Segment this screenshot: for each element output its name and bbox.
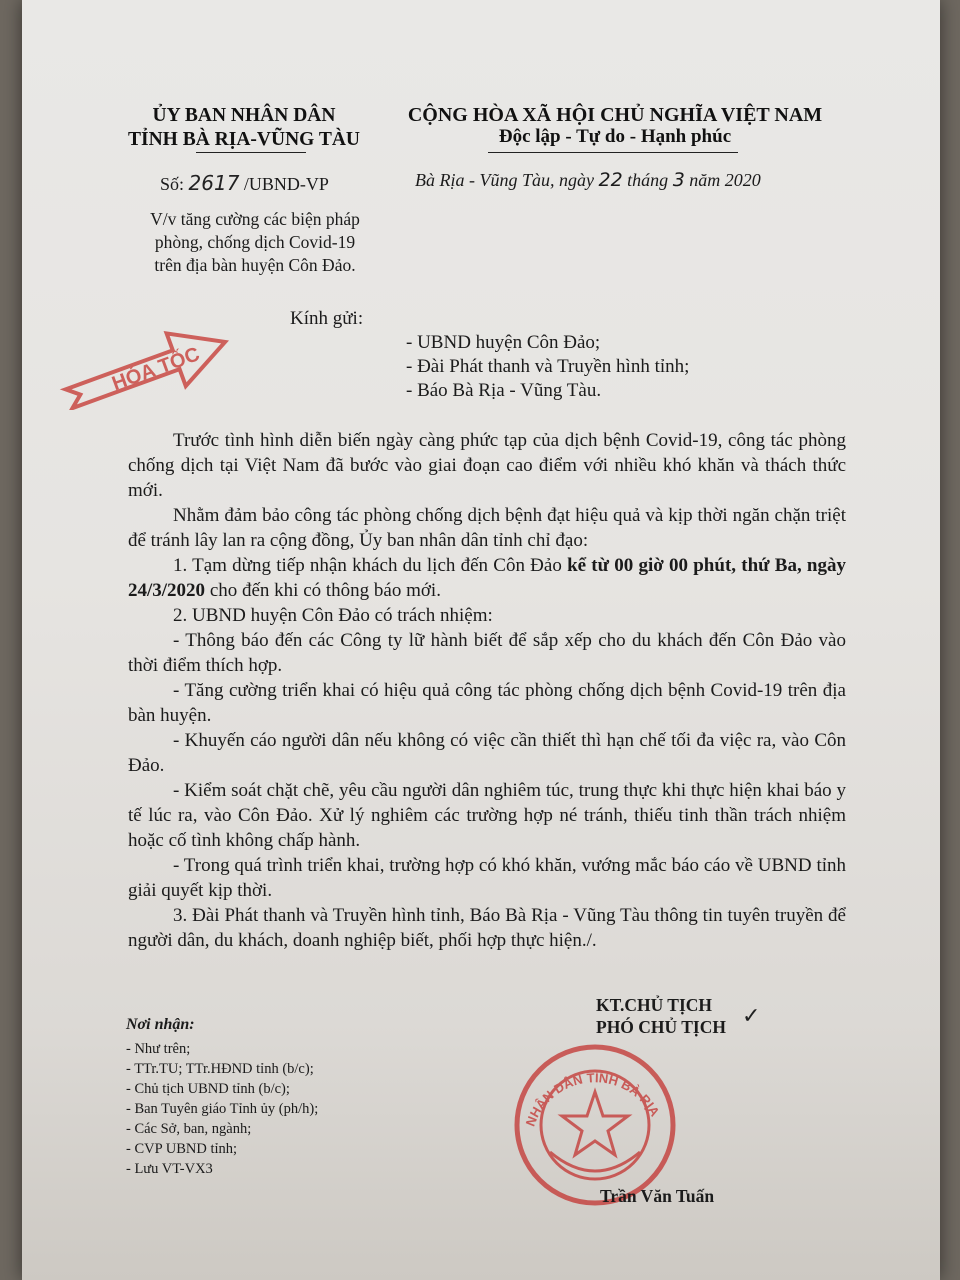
directive-subitem: - Kiểm soát chặt chẽ, yêu cầu người dân nghiêm túc, trung thực khi thực hiện khai báo y tế lúc ra, vào Côn Đảo. Xử lý nghiêm các trường hợp né tránh, thiếu tinh thần trách nhiệm hoặc cố tình không chấp hành.: [128, 780, 846, 851]
national-title: CỘNG HÒA XÃ HỘI CHỦ NGHĨA VIỆT NAM: [407, 104, 823, 126]
number-handwritten: 2617: [188, 171, 240, 195]
body-paragraph: Nhằm đảm bảo công tác phòng chống dịch bệnh đạt hiệu quả và kịp thời ngăn chặn triệt để tránh lây lan ra cộng đồng, Ủy ban nhân dân tỉnh chỉ đạo:: [128, 505, 846, 551]
urgent-stamp: [58, 320, 238, 410]
place-date: [415, 169, 761, 191]
number-prefix: Số:: [160, 174, 185, 194]
distribution-item: - Các Sở, ban, ngành;: [126, 1121, 252, 1137]
authority-underline: [196, 152, 306, 153]
recipient-item: - Đài Phát thanh và Truyền hình tỉnh;: [406, 356, 690, 377]
distribution-item: - Ban Tuyên giáo Tỉnh ủy (ph/h);: [126, 1101, 319, 1117]
seal-text: NHÂN DÂN TỈNH BÀ RỊA: [522, 1070, 663, 1129]
distribution-item: - CVP UBND tỉnh;: [126, 1141, 238, 1157]
distribution-item: - TTr.TU; TTr.HĐND tỉnh (b/c);: [126, 1061, 314, 1077]
signer-title-2: PHÓ CHỦ TỊCH: [596, 1017, 726, 1037]
month-label: tháng: [627, 170, 669, 190]
national-motto: Độc lập - Tự do - Hạnh phúc: [498, 126, 732, 147]
document-number: [160, 171, 329, 195]
authority-line-1: ỦY BAN NHÂN DÂN: [152, 105, 336, 126]
directive-item-2: 2. UBND huyện Côn Đảo có trách nhiệm:: [173, 605, 493, 626]
place-text: Bà Rịa - Vũng Tàu, ngày: [415, 170, 594, 190]
urgent-stamp-text: HỎA TỐC: [109, 343, 203, 396]
year-label: năm 2020: [689, 170, 761, 190]
item1-text-end: cho đến khi có thông báo mới.: [205, 580, 441, 601]
salutation-label: Kính gửi:: [290, 308, 364, 329]
distribution-item: - Chủ tịch UBND tỉnh (b/c);: [126, 1081, 290, 1097]
subject-line: trên địa bàn huyện Côn Đảo.: [154, 255, 356, 275]
distribution-item: - Lưu VT-VX3: [126, 1161, 213, 1177]
checkmark-icon: ✓: [742, 1003, 761, 1028]
signer-name: Trần Văn Tuấn: [600, 1186, 715, 1206]
recipient-item: - Báo Bà Rịa - Vũng Tàu.: [406, 380, 602, 401]
directive-subitem: - Khuyến cáo người dân nếu không có việc cần thiết thì hạn chế tối đa việc ra, vào Côn Đảo.: [128, 730, 846, 776]
day-handwritten: 22: [598, 169, 623, 191]
issuing-authority: [112, 104, 376, 152]
body-paragraph: Trước tình hình diễn biến ngày càng phức tạp của dịch bệnh Covid-19, công tác phòng chống dịch tại Việt Nam đã bước vào giai đoạn cao điểm với nhiều khó khăn và thách thức mới.: [128, 430, 846, 501]
directive-subitem: - Thông báo đến các Công ty lữ hành biết để sắp xếp cho du khách đến Côn Đảo vào thời điểm thích hợp.: [128, 630, 846, 676]
official-seal: [510, 1040, 680, 1210]
signer-title-1: KT.CHỦ TỊCH: [596, 995, 713, 1015]
distribution-label: Nơi nhận:: [126, 1016, 195, 1033]
subject-summary: [128, 208, 382, 277]
number-suffix: /UBND-VP: [243, 174, 329, 194]
item1-text: 1. Tạm dừng tiếp nhận khách du lịch đến Côn Đảo: [173, 555, 568, 576]
item1-effective-date: kể từ 00 giờ 00 phút, thứ Ba, ngày 24/3/2020: [128, 555, 846, 601]
directive-subitem: - Trong quá trình triển khai, trường hợp có khó khăn, vướng mắc báo cáo về UBND tỉnh giải quyết kịp thời.: [128, 855, 846, 901]
directive-subitem: - Tăng cường triển khai có hiệu quả công tác phòng chống dịch bệnh Covid-19 trên địa bàn huyện.: [128, 680, 846, 726]
motto-underline: [488, 152, 738, 153]
month-handwritten: 3: [672, 169, 685, 191]
subject-line: V/v tăng cường các biện pháp: [150, 209, 360, 229]
recipient-item: - UBND huyện Côn Đảo;: [406, 332, 601, 353]
subject-line: phòng, chống dịch Covid-19: [154, 232, 356, 252]
authority-line-2: TỈNH BÀ RỊA-VŨNG TÀU: [127, 129, 361, 150]
directive-item-3: 3. Đài Phát thanh và Truyền hình tỉnh, Báo Bà Rịa - Vũng Tàu thông tin tuyên truyền để người dân, du khách, doanh nghiệp biết, phối hợp thực hiện./.: [128, 905, 846, 951]
directive-item-1: [128, 553, 846, 603]
distribution-item: - Như trên;: [126, 1041, 191, 1057]
